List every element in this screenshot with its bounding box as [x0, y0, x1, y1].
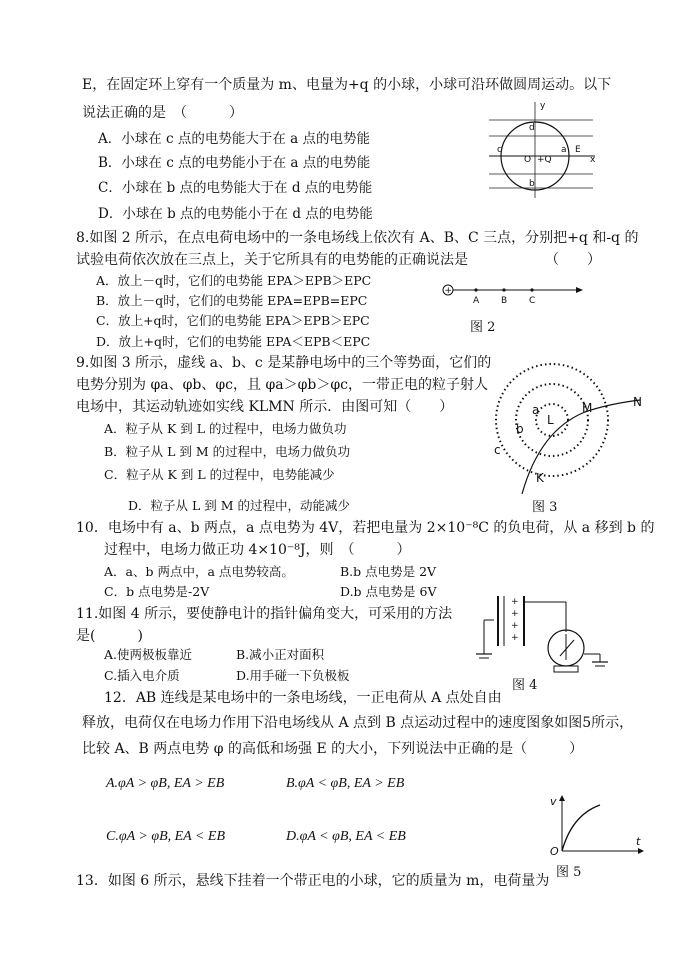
q9-stem-line1: 9.如图 3 所示，虚线 a、b、c 是某静电场中的三个等势面，它们的: [76, 355, 492, 371]
q10-option-a: A．a、b 两点中，a 点电势较高。: [104, 564, 294, 579]
q12-fig-label-v: v: [550, 795, 557, 808]
q8-option-b: B．放上－q时，它们的电势能 EPA=EPB=EPC: [96, 293, 368, 308]
q8-fig-plus: +: [444, 286, 453, 296]
q8-figure-caption: 图 2: [470, 320, 496, 335]
q11-option-b: B.减小正对面积: [236, 647, 325, 662]
q9-fig-label-k: K: [536, 471, 544, 485]
q11-option-a: A.使两极板靠近: [104, 647, 193, 662]
q10-stem-line1: 10．电场中有 a、b 两点，a 点电势为 4V，若把电量为 2×10⁻⁸C 的负电荷，从 a 移到 b 的: [76, 520, 655, 536]
q9-fig-label-l: L: [547, 413, 554, 427]
q7-option-d: D．小球在 b 点的电势能小于在 d 点的电势能: [98, 206, 373, 222]
q9-stem-line2: 电势分别为 φa、φb、φc，且 φa＞φb＞φc，一带正电的粒子射人: [76, 377, 489, 393]
q8-fig-label-a: A: [473, 296, 480, 306]
q10-stem-line2: 过程中，电场力做正功 4×10⁻⁸J，则 （ ）: [104, 542, 411, 558]
q9-fig-label-a: a: [532, 403, 540, 417]
q12-option-d: D.φA < φB, EA < EB: [286, 829, 406, 844]
svg-text:+: +: [511, 597, 519, 607]
q7-option-c: C．小球在 b 点的电势能大于在 d 点的电势能: [98, 180, 373, 196]
q9-option-c: C．粒子从 K 到 L 的过程中，电势能减少: [104, 467, 335, 482]
q11-figure-caption: 图 4: [512, 678, 538, 693]
svg-text:+: +: [511, 621, 519, 631]
q7-stem-line1: E，在固定环上穿有一个质量为 m、电量为+q 的小球，小球可沿环做圆周运动。以下: [82, 77, 612, 93]
q12-stem-line3: 比较 A、B 两点电势 φ 的高低和场强 E 的大小，下列说法中正确的是（ ）: [82, 741, 584, 757]
q7-stem-line2: 说法正确的是 （ ）: [82, 105, 243, 121]
q9-fig-label-b: b: [516, 422, 524, 436]
q7-fig-label-d: d: [529, 123, 535, 133]
q7-fig-label-b: b: [529, 179, 535, 189]
q8-stem-line1: 8.如图 2 所示，在点电荷电场中的一条电场线上依次有 A、B、C 三点，分别把+q 和-q 的: [76, 230, 639, 246]
q11-option-c: C.插入电介质: [104, 668, 180, 683]
q9-fig-label-c: c: [494, 443, 501, 457]
q8-option-c: C．放上+q时，它们的电势能 EPA＞EPB＞EPC: [96, 313, 370, 328]
q7-fig-label-x: x: [590, 155, 596, 165]
q12-figure-caption: 图 5: [556, 865, 582, 880]
q8-option-a: A．放上－q时，它们的电势能 EPA＞EPB＞EPC: [96, 273, 372, 288]
q7-option-b: B．小球在 c 点的电势能小于在 a 点的电势能: [98, 155, 371, 171]
q9-fig-label-m: M: [582, 401, 593, 415]
q9-fig-label-n: N: [633, 395, 642, 409]
q7-fig-label-e: E: [575, 145, 581, 155]
q9-figure-caption: 图 3: [532, 500, 558, 515]
q13-stem-line1: 13．如图 6 所示，悬线下挂着一个带正电的小球，它的质量为 m，电荷量为: [76, 873, 550, 889]
q9-stem-line3: 电场中，其运动轨迹如实线 KLMN 所示．由图可知（ ）: [76, 399, 454, 415]
q11-option-d: D.用手碰一下负极板: [236, 668, 350, 683]
q12-option-b: B.φA < φB, EA > EB: [286, 776, 405, 791]
q11-stem-line2: 是( ): [76, 628, 143, 644]
q12-fig-label-o: O: [550, 845, 559, 858]
q12-figure-velocity-graph: [540, 795, 650, 857]
q7-fig-label-c: c: [497, 145, 502, 155]
q8-figure-field-line: [438, 280, 588, 304]
q12-stem-line1: 12．AB 连线是某电场中的一条电场线，一正电荷从 A 点处自由: [104, 690, 502, 706]
q8-option-d: D．放上+q时，它们的电势能 EPA＜EPB＜EPC: [96, 334, 371, 349]
q11-stem-line1: 11.如图 4 所示，要使静电计的指针偏角变大，可采用的方法: [76, 606, 453, 622]
q8-fig-label-c: C: [529, 296, 536, 306]
svg-text:+: +: [511, 633, 519, 643]
q9-option-a: A．粒子从 K 到 L 的过程中，电场力做负功: [104, 421, 347, 436]
q12-option-a: A.φA > φB, EA > EB: [106, 776, 225, 791]
q10-option-b: B.b 点电势是 2V: [340, 564, 437, 579]
q10-option-c: C．b 点电势是-2V: [104, 584, 210, 599]
q8-stem-line2: 试验电荷依次放在三点上，关于它所具有的电势能的正确说法是 （ ）: [76, 252, 601, 268]
q7-option-a: A．小球在 c 点的电势能大于在 a 点的电势能: [98, 131, 371, 147]
svg-text:+: +: [511, 609, 519, 619]
q12-option-c: C.φA > φB, EA < EB: [106, 829, 226, 844]
q7-fig-label-o: O: [524, 155, 532, 165]
q12-fig-label-t: t: [636, 835, 641, 848]
q7-fig-label-y: y: [540, 101, 546, 111]
q7-fig-label-a: a: [561, 145, 567, 155]
q8-fig-label-b: B: [501, 296, 508, 306]
q9-option-b: B．粒子从 L 到 M 的过程中，电场力做负功: [104, 444, 351, 459]
q10-option-d: D.b 点电势是 6V: [340, 584, 437, 599]
q9-option-d: D．粒子从 L 到 M 的过程中，动能减少: [128, 498, 351, 513]
q7-figure-circle-field: [485, 100, 600, 200]
q12-stem-line2: 释放，电荷仅在电场力作用下沿电场线从 A 点到 B 点运动过程中的速度图象如图5所示，: [82, 715, 634, 731]
q11-figure-electrometer: [470, 590, 620, 680]
q7-fig-label-q: +Q: [537, 155, 552, 165]
q9-figure-equipotentials: [490, 360, 660, 500]
